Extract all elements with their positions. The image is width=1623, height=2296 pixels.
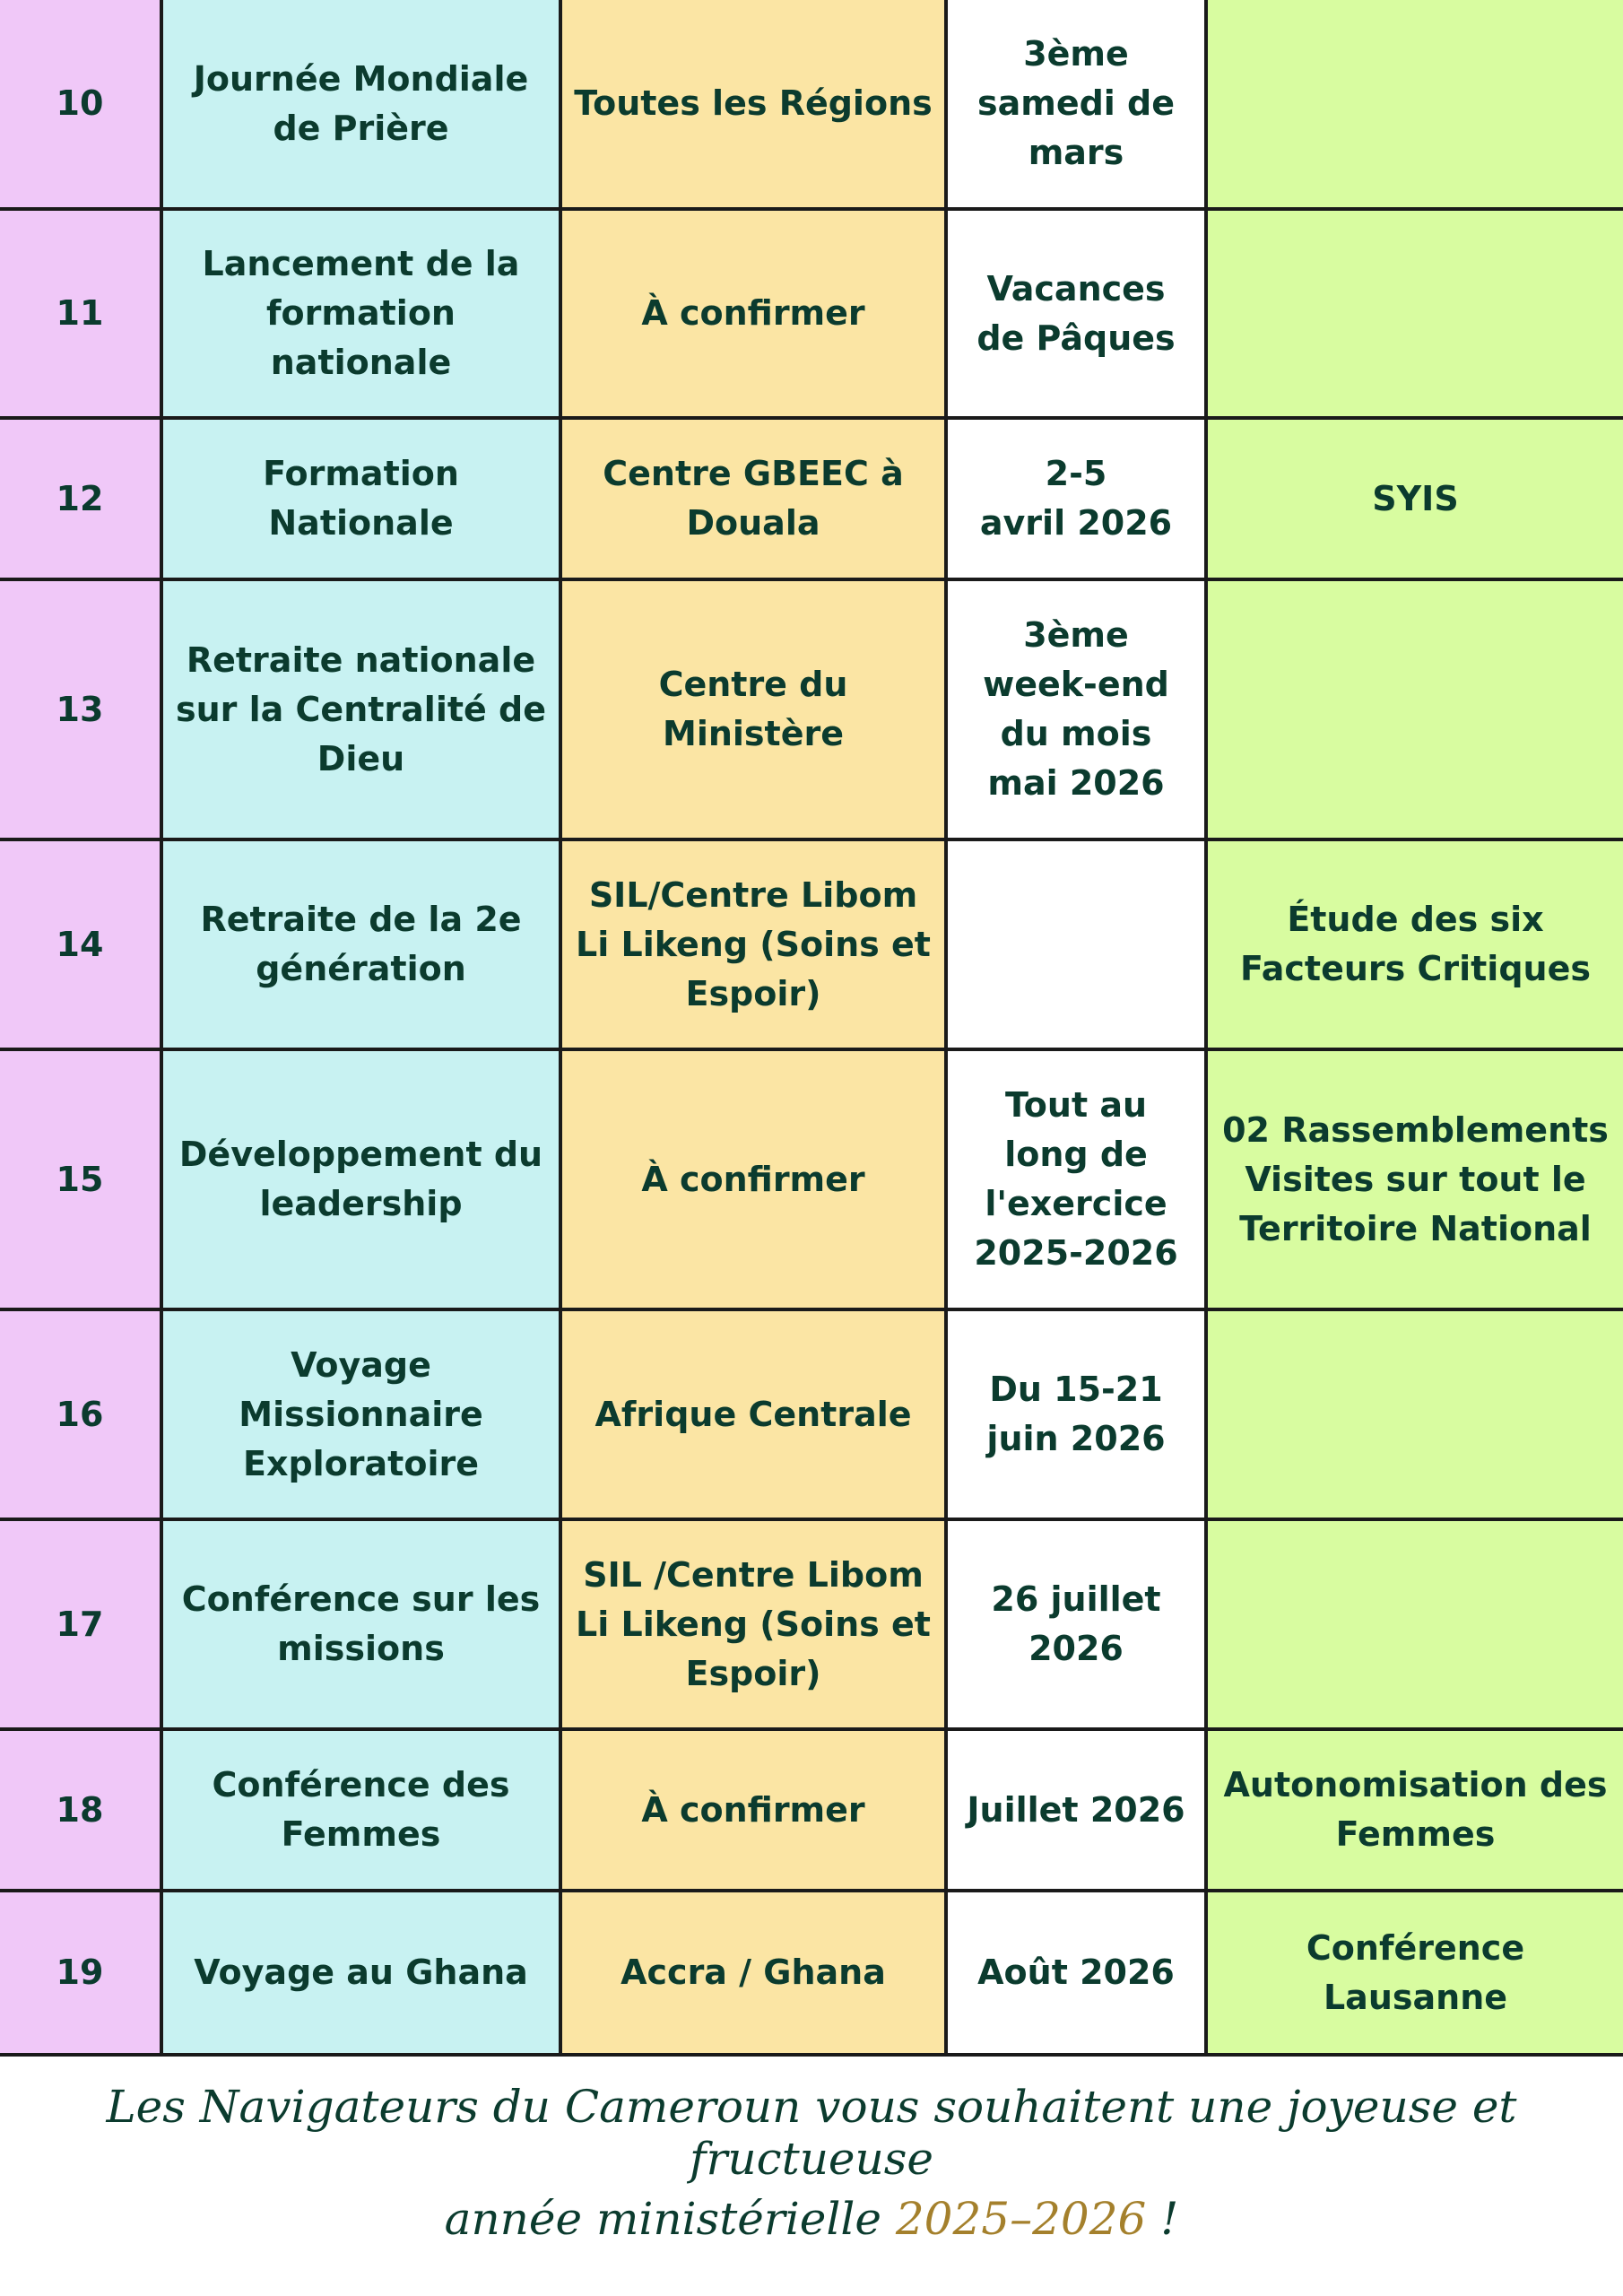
row-number: 16 [0,1309,161,1519]
greeting-line-1: Les Navigateurs du Cameroun vous souhaitent une joyeuse et fructueuse [106,2081,1517,2185]
event-date: Vacances de Pâques [946,209,1206,418]
event-date: Août 2026 [946,1891,1206,2055]
event-note: SYIS [1206,418,1623,579]
event-date: 3ème week-end du mois mai 2026 [946,579,1206,839]
event-place: Toutes les Régions [560,0,946,209]
table-row [0,1729,1623,1891]
event-date: Juillet 2026 [946,1729,1206,1891]
greeting-line-2 [0,2193,1623,2245]
event-place: Afrique Centrale [560,1309,946,1519]
event-name: Développement du leadership [161,1049,560,1309]
event-note [1206,1519,1623,1729]
event-note [1206,0,1623,209]
event-note [1206,209,1623,418]
event-note: 02 Rassemblements Visites sur tout le Territoire National [1206,1049,1623,1309]
event-note [1206,579,1623,839]
event-note: Autonomisation des Femmes [1206,1729,1623,1891]
row-number: 13 [0,579,161,839]
greeting-prefix: année ministérielle [444,2193,896,2245]
event-date: 3ème samedi de mars [946,0,1206,209]
event-date: 26 juillet 2026 [946,1519,1206,1729]
row-number: 10 [0,0,161,209]
event-place: À confirmer [560,209,946,418]
event-note [1206,1309,1623,1519]
row-number: 17 [0,1519,161,1729]
event-date: Du 15-21 juin 2026 [946,1309,1206,1519]
table-row [0,0,1623,209]
event-name: Conférence sur les missions [161,1519,560,1729]
table-row [0,1049,1623,1309]
event-name: Lancement de la formation nationale [161,209,560,418]
event-date [946,839,1206,1049]
row-number: 14 [0,839,161,1049]
event-place: SIL/Centre Libom Li Likeng (Soins et Espoir) [560,839,946,1049]
event-place: À confirmer [560,1729,946,1891]
table-row [0,1309,1623,1519]
row-number: 12 [0,418,161,579]
row-number: 15 [0,1049,161,1309]
table-row [0,579,1623,839]
greeting-suffix: ! [1146,2193,1179,2245]
event-note: Conférence Lausanne [1206,1891,1623,2055]
event-date: Tout au long de l'exercice 2025-2026 [946,1049,1206,1309]
row-number: 18 [0,1729,161,1891]
event-note: Étude des six Facteurs Critiques [1206,839,1623,1049]
event-name: Voyage au Ghana [161,1891,560,2055]
row-number: 19 [0,1891,161,2055]
table-row [0,209,1623,418]
event-place: Centre GBEEC à Douala [560,418,946,579]
row-number: 11 [0,209,161,418]
event-name: Voyage Missionnaire Exploratoire [161,1309,560,1519]
greeting-year: 2025–2026 [895,2193,1147,2245]
event-name: Journée Mondiale de Prière [161,0,560,209]
event-date: 2-5 avril 2026 [946,418,1206,579]
event-place: Centre du Ministère [560,579,946,839]
event-place: Accra / Ghana [560,1891,946,2055]
event-place: À confirmer [560,1049,946,1309]
event-name: Retraite nationale sur la Centralité de Dieu [161,579,560,839]
table-row [0,1891,1623,2055]
event-name: Retraite de la 2e génération [161,839,560,1049]
event-place: SIL /Centre Libom Li Likeng (Soins et Espoir) [560,1519,946,1729]
event-name: Conférence des Femmes [161,1729,560,1891]
table-row [0,418,1623,579]
table-row [0,1519,1623,1729]
table-row [0,839,1623,1049]
event-name: Formation Nationale [161,418,560,579]
